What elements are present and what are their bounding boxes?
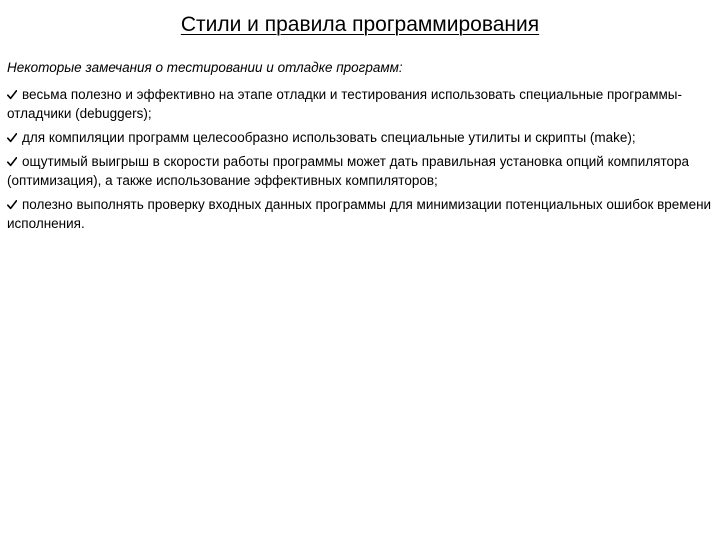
checkmark-icon <box>7 157 17 167</box>
bullet-text: для компиляции программ целесообразно использовать специальные утилиты и скрипты (make); <box>22 130 636 145</box>
bullet-item <box>7 152 715 190</box>
bullet-text: ощутимый выигрыш в скорости работы программы может дать правильная установка опций компилятора (оптимизация), а также использование эффективных компиляторов; <box>7 154 690 188</box>
bullet-item <box>7 85 715 123</box>
checkmark-icon <box>7 200 17 210</box>
slide-content <box>7 59 715 238</box>
bullet-item <box>7 195 715 233</box>
bullet-text: полезно выполнять проверку входных данных программы для минимизации потенциальных ошибок времени исполнения. <box>7 197 712 231</box>
bullet-text: весьма полезно и эффективно на этапе отладки и тестирования использовать специальные программы-отладчики (debuggers); <box>7 87 682 121</box>
checkmark-icon <box>7 133 17 143</box>
checkmark-icon <box>7 90 17 100</box>
intro-text: Некоторые замечания о тестировании и отладке программ: <box>7 60 403 75</box>
slide-title: Стили и правила программирования <box>180 13 540 36</box>
bullet-item <box>7 128 715 147</box>
